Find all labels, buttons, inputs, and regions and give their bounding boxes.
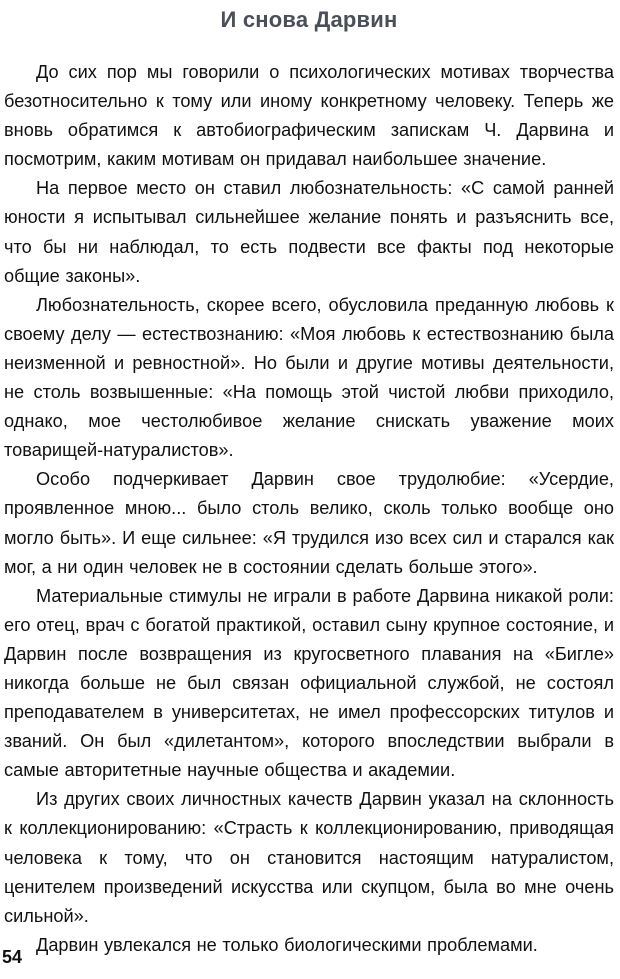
paragraph-5: Материальные стимулы не играли в работе Дарвина никакой роли: его отец, врач с богатой практикой, оставил сыну крупное состояние, и Дарвин после возвращения из кругосветного плавания на «Бигле» никогда больше не был связан официальной службой, не состоял преподавателем в университетах, не имел профессорских титулов и званий. Он был «дилетантом», которого впоследствии выбрали в самые авторитетные научные общества и академии.	[4, 585, 614, 781]
section-heading: И снова Дарвин	[220, 7, 398, 32]
paragraph-2: На первое место он ставил любознательность: «С самой ранней юности я испытывал сильнейшее желание понять и разъяснить все, что бы ни наблюдал, то есть подвести все факты под некоторые общие законы».	[4, 178, 614, 286]
paragraph-6: Из других своих личностных качеств Дарвин указал на склонность к коллекционированию: «Страсть к коллекционированию, приводящая человека к тому, что он становится настоящим натуралистом, ценителем произведений искусства или скупцом, была во мне очень сильной».	[4, 789, 614, 926]
page-number: 54	[2, 947, 23, 967]
paragraph-7: Дарвин увлекался не только биологическими проблемами.	[36, 934, 538, 955]
body-text	[4, 58, 614, 960]
paragraph-4: Особо подчеркивает Дарвин свое трудолюбие: «Усердие, проявленное мною... было столь велико, сколь только вообще оно могло быть». И еще сильнее: «Я трудился изо всех сил и старался как мог, а ни один человек не в состоянии сделать больше этого».	[4, 469, 614, 577]
paragraph-3: Любознательность, скорее всего, обусловила преданную любовь к своему делу — естествознанию: «Моя любовь к естествознанию была неизменной и ревностной». Но были и другие мотивы деятельности, не столь возвышенные: «На помощь этой чистой любви приходило, однако, мое честолюбивое желание снискать уважение моих товарищей-натуралистов».	[4, 294, 614, 461]
paragraph-1: До сих пор мы говорили о психологических мотивах творчества безотносительно к тому или иному конкретному человеку. Теперь же вновь обратимся к автобиографическим запискам Ч. Дарвина и посмотрим, каким мотивам он придавал наибольшее значение.	[4, 62, 614, 170]
